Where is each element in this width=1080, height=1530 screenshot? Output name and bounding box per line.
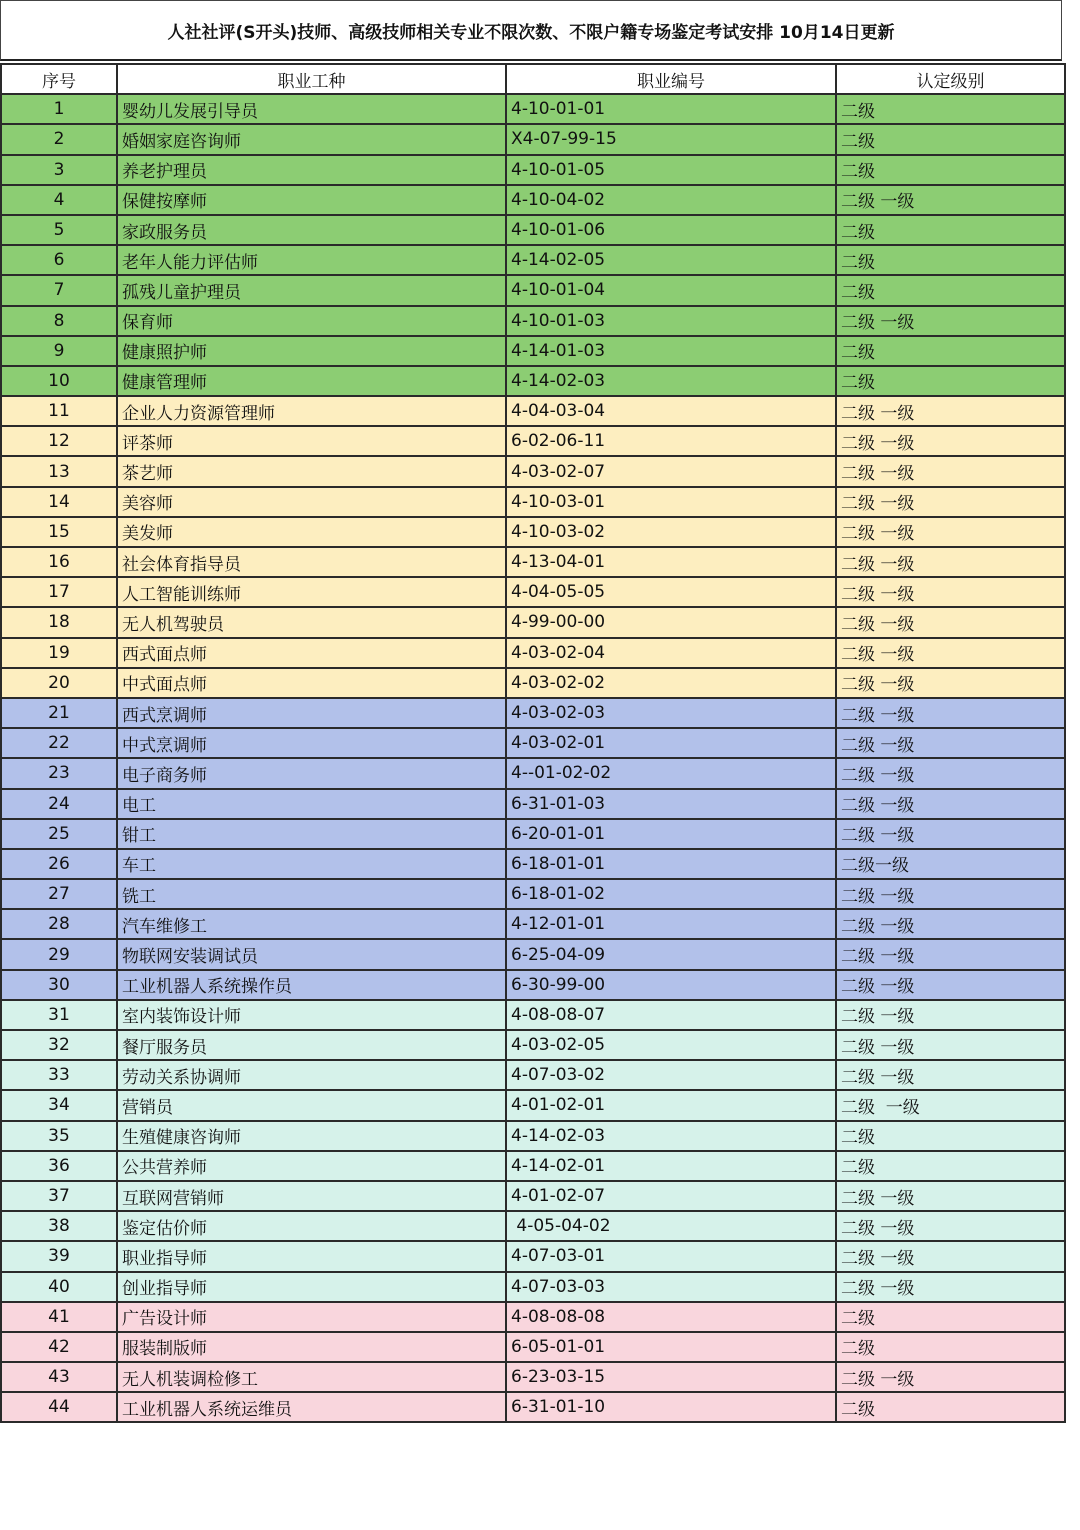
cell-serial-no[interactable]: 19 [1, 638, 117, 668]
table-row [1, 487, 1065, 517]
table-row [1, 336, 1065, 366]
table-row [1, 1060, 1065, 1090]
cell-occupation[interactable]: 企业人力资源管理师 [117, 396, 506, 426]
cell-serial-no[interactable]: 15 [1, 517, 117, 547]
cell-occupation-code[interactable]: 4-10-01-01 [506, 94, 836, 124]
table-row [1, 1332, 1065, 1362]
cell-serial-no[interactable]: 21 [1, 698, 117, 728]
cell-serial-no[interactable]: 41 [1, 1302, 117, 1332]
cell-level[interactable]: 二级 [836, 1302, 1065, 1332]
cell-occupation-code[interactable]: 4-14-01-03 [506, 336, 836, 366]
cell-level[interactable]: 二级 一级 [836, 1211, 1065, 1241]
occupation-table [0, 63, 1066, 1423]
cell-serial-no[interactable]: 3 [1, 155, 117, 185]
cell-occupation-code[interactable]: 4-03-02-05 [506, 1030, 836, 1060]
cell-serial-no[interactable]: 39 [1, 1241, 117, 1271]
table-row [1, 215, 1065, 245]
header-level[interactable]: 认定级别 [836, 64, 1065, 94]
table-row [1, 1272, 1065, 1302]
cell-occupation[interactable]: 西式烹调师 [117, 698, 506, 728]
cell-level[interactable]: 二级 一级 [836, 728, 1065, 758]
cell-serial-no[interactable]: 22 [1, 728, 117, 758]
table-row [1, 1151, 1065, 1181]
table-row [1, 547, 1065, 577]
cell-serial-no[interactable]: 18 [1, 607, 117, 637]
cell-occupation[interactable]: 工业机器人系统操作员 [117, 970, 506, 1000]
cell-occupation-code[interactable]: 4-05-04-02 [506, 1211, 836, 1241]
cell-level[interactable]: 二级一级 [836, 849, 1065, 879]
table-row [1, 426, 1065, 456]
cell-occupation[interactable]: 健康管理师 [117, 366, 506, 396]
cell-serial-no[interactable]: 35 [1, 1121, 117, 1151]
table-row [1, 275, 1065, 305]
cell-occupation-code[interactable]: 4-03-02-02 [506, 668, 836, 698]
cell-level[interactable]: 二级 [836, 1121, 1065, 1151]
cell-level[interactable]: 二级 一级 [836, 909, 1065, 939]
cell-occupation-code[interactable]: 4-10-03-01 [506, 487, 836, 517]
table-row [1, 306, 1065, 336]
cell-level[interactable]: 二级 一级 [836, 517, 1065, 547]
cell-occupation-code[interactable]: 4-10-01-03 [506, 306, 836, 336]
cell-serial-no[interactable]: 4 [1, 185, 117, 215]
cell-level[interactable]: 二级 一级 [836, 638, 1065, 668]
table-row [1, 155, 1065, 185]
cell-serial-no[interactable]: 33 [1, 1060, 117, 1090]
cell-occupation-code[interactable]: 4-10-01-06 [506, 215, 836, 245]
cell-level[interactable]: 二级 一级 [836, 547, 1065, 577]
cell-occupation-code[interactable]: 4-08-08-08 [506, 1302, 836, 1332]
sheet-title: 人社社评(S开头)技师、高级技师相关专业不限次数、不限户籍专场鉴定考试安排 10月14日更新 [0, 0, 1062, 61]
cell-occupation[interactable]: 无人机装调检修工 [117, 1362, 506, 1392]
table-row [1, 1030, 1065, 1060]
cell-serial-no[interactable]: 27 [1, 879, 117, 909]
cell-level[interactable]: 二级 一级 [836, 1241, 1065, 1271]
table-row [1, 970, 1065, 1000]
cell-serial-no[interactable]: 5 [1, 215, 117, 245]
cell-occupation-code[interactable]: 4-03-02-03 [506, 698, 836, 728]
header-occupation[interactable]: 职业工种 [117, 64, 506, 94]
cell-occupation-code[interactable]: 4-04-03-04 [506, 396, 836, 426]
table-row [1, 638, 1065, 668]
cell-serial-no[interactable]: 28 [1, 909, 117, 939]
cell-serial-no[interactable]: 10 [1, 366, 117, 396]
cell-occupation[interactable]: 人工智能训练师 [117, 577, 506, 607]
cell-occupation[interactable]: 美容师 [117, 487, 506, 517]
cell-serial-no[interactable]: 29 [1, 939, 117, 969]
header-serial-no[interactable]: 序号 [1, 64, 117, 94]
cell-occupation-code[interactable]: 4-07-03-01 [506, 1241, 836, 1271]
cell-occupation[interactable]: 营销员 [117, 1090, 506, 1120]
cell-occupation-code[interactable]: 4-01-02-01 [506, 1090, 836, 1120]
cell-level[interactable]: 二级 [836, 1151, 1065, 1181]
cell-serial-no[interactable]: 7 [1, 275, 117, 305]
cell-occupation[interactable]: 创业指导师 [117, 1272, 506, 1302]
cell-occupation[interactable]: 广告设计师 [117, 1302, 506, 1332]
cell-level[interactable]: 二级 一级 [836, 1362, 1065, 1392]
cell-occupation-code[interactable]: 4-08-08-07 [506, 1000, 836, 1030]
table-row [1, 728, 1065, 758]
cell-occupation-code[interactable]: 6-18-01-01 [506, 849, 836, 879]
table-row [1, 879, 1065, 909]
cell-level[interactable]: 二级 [836, 275, 1065, 305]
table-row [1, 1392, 1065, 1422]
cell-occupation[interactable]: 家政服务员 [117, 215, 506, 245]
cell-occupation[interactable]: 生殖健康咨询师 [117, 1121, 506, 1151]
cell-occupation-code[interactable]: 4-10-04-02 [506, 185, 836, 215]
cell-occupation-code[interactable]: 6-31-01-03 [506, 789, 836, 819]
cell-level[interactable]: 二级 一级 [836, 185, 1065, 215]
cell-level[interactable]: 二级 [836, 336, 1065, 366]
table-row [1, 607, 1065, 637]
cell-occupation[interactable]: 婚姻家庭咨询师 [117, 124, 506, 154]
cell-serial-no[interactable]: 30 [1, 970, 117, 1000]
cell-occupation[interactable]: 工业机器人系统运维员 [117, 1392, 506, 1422]
cell-serial-no[interactable]: 1 [1, 94, 117, 124]
cell-level[interactable]: 二级 [836, 245, 1065, 275]
cell-occupation-code[interactable]: 6-23-03-15 [506, 1362, 836, 1392]
cell-occupation-code[interactable]: 4-01-02-07 [506, 1181, 836, 1211]
cell-level[interactable]: 二级 一级 [836, 396, 1065, 426]
cell-level[interactable]: 二级 一级 [836, 1000, 1065, 1030]
cell-occupation-code[interactable]: 4-14-02-03 [506, 366, 836, 396]
cell-occupation-code[interactable]: X4-07-99-15 [506, 124, 836, 154]
cell-occupation-code[interactable]: 6-31-01-10 [506, 1392, 836, 1422]
cell-occupation[interactable]: 茶艺师 [117, 456, 506, 486]
cell-occupation-code[interactable]: 4-04-05-05 [506, 577, 836, 607]
cell-level[interactable]: 二级 一级 [836, 456, 1065, 486]
cell-occupation-code[interactable]: 6-18-01-02 [506, 879, 836, 909]
cell-serial-no[interactable]: 32 [1, 1030, 117, 1060]
cell-occupation-code[interactable]: 6-20-01-01 [506, 819, 836, 849]
cell-occupation-code[interactable]: 4-14-02-05 [506, 245, 836, 275]
table-row [1, 1121, 1065, 1151]
cell-occupation-code[interactable]: 4-07-03-02 [506, 1060, 836, 1090]
table-row [1, 1181, 1065, 1211]
cell-level[interactable]: 二级 一级 [836, 607, 1065, 637]
table-row [1, 849, 1065, 879]
cell-level[interactable]: 二级 一级 [836, 819, 1065, 849]
table-body [1, 94, 1065, 1422]
table-row [1, 1241, 1065, 1271]
table-row [1, 577, 1065, 607]
cell-serial-no[interactable]: 6 [1, 245, 117, 275]
table-row [1, 668, 1065, 698]
cell-serial-no[interactable]: 17 [1, 577, 117, 607]
table-row [1, 366, 1065, 396]
cell-occupation[interactable]: 职业指导师 [117, 1241, 506, 1271]
table-row [1, 1000, 1065, 1030]
cell-serial-no[interactable]: 42 [1, 1332, 117, 1362]
cell-occupation[interactable]: 无人机驾驶员 [117, 607, 506, 637]
cell-occupation-code[interactable]: 4-13-04-01 [506, 547, 836, 577]
header-occupation-code[interactable]: 职业编号 [506, 64, 836, 94]
cell-serial-no[interactable]: 14 [1, 487, 117, 517]
table-row [1, 909, 1065, 939]
cell-serial-no[interactable]: 2 [1, 124, 117, 154]
table-row [1, 1302, 1065, 1332]
cell-serial-no[interactable]: 34 [1, 1090, 117, 1120]
table-row [1, 94, 1065, 124]
cell-occupation-code[interactable]: 4-14-02-03 [506, 1121, 836, 1151]
cell-occupation[interactable]: 物联网安装调试员 [117, 939, 506, 969]
cell-occupation-code[interactable]: 4-03-02-07 [506, 456, 836, 486]
table-row [1, 1362, 1065, 1392]
cell-serial-no[interactable]: 12 [1, 426, 117, 456]
cell-occupation-code[interactable]: 4-99-00-00 [506, 607, 836, 637]
table-header-row [1, 64, 1065, 94]
cell-occupation-code[interactable]: 4--01-02-02 [506, 758, 836, 788]
cell-serial-no[interactable]: 24 [1, 789, 117, 819]
cell-level[interactable]: 二级 [836, 124, 1065, 154]
table-row [1, 245, 1065, 275]
cell-occupation-code[interactable]: 4-03-02-01 [506, 728, 836, 758]
table-row [1, 1090, 1065, 1120]
cell-level[interactable]: 二级 一级 [836, 789, 1065, 819]
table-row [1, 1211, 1065, 1241]
cell-occupation-code[interactable]: 4-14-02-01 [506, 1151, 836, 1181]
cell-occupation[interactable]: 互联网营销师 [117, 1181, 506, 1211]
cell-level[interactable]: 二级 一级 [836, 879, 1065, 909]
cell-occupation-code[interactable]: 4-12-01-01 [506, 909, 836, 939]
cell-level[interactable]: 二级 一级 [836, 698, 1065, 728]
cell-serial-no[interactable]: 16 [1, 547, 117, 577]
cell-occupation[interactable]: 餐厅服务员 [117, 1030, 506, 1060]
cell-occupation[interactable]: 钳工 [117, 819, 506, 849]
cell-occupation-code[interactable]: 4-07-03-03 [506, 1272, 836, 1302]
cell-serial-no[interactable]: 20 [1, 668, 117, 698]
cell-occupation[interactable]: 中式面点师 [117, 668, 506, 698]
cell-occupation[interactable]: 西式面点师 [117, 638, 506, 668]
cell-serial-no[interactable]: 36 [1, 1151, 117, 1181]
cell-serial-no[interactable]: 40 [1, 1272, 117, 1302]
cell-occupation[interactable]: 室内装饰设计师 [117, 1000, 506, 1030]
cell-occupation[interactable]: 评茶师 [117, 426, 506, 456]
cell-occupation-code[interactable]: 4-03-02-04 [506, 638, 836, 668]
cell-serial-no[interactable]: 37 [1, 1181, 117, 1211]
cell-serial-no[interactable]: 23 [1, 758, 117, 788]
table-row [1, 185, 1065, 215]
table-row [1, 396, 1065, 426]
cell-level[interactable]: 二级 一级 [836, 1090, 1065, 1120]
cell-level[interactable]: 二级 一级 [836, 487, 1065, 517]
cell-level[interactable]: 二级 一级 [836, 306, 1065, 336]
cell-occupation[interactable]: 电子商务师 [117, 758, 506, 788]
cell-occupation[interactable]: 老年人能力评估师 [117, 245, 506, 275]
cell-level[interactable]: 二级 [836, 94, 1065, 124]
cell-level[interactable]: 二级 一级 [836, 939, 1065, 969]
cell-level[interactable]: 二级 一级 [836, 426, 1065, 456]
table-row [1, 789, 1065, 819]
cell-occupation[interactable]: 汽车维修工 [117, 909, 506, 939]
table-row [1, 819, 1065, 849]
cell-occupation-code[interactable]: 6-05-01-01 [506, 1332, 836, 1362]
cell-level[interactable]: 二级 一级 [836, 1030, 1065, 1060]
cell-occupation[interactable]: 车工 [117, 849, 506, 879]
table-row [1, 698, 1065, 728]
cell-serial-no[interactable]: 31 [1, 1000, 117, 1030]
cell-occupation[interactable]: 孤残儿童护理员 [117, 275, 506, 305]
cell-serial-no[interactable]: 25 [1, 819, 117, 849]
cell-level[interactable]: 二级 [836, 366, 1065, 396]
table-row [1, 124, 1065, 154]
cell-occupation[interactable]: 劳动关系协调师 [117, 1060, 506, 1090]
cell-level[interactable]: 二级 一级 [836, 1060, 1065, 1090]
cell-occupation-code[interactable]: 4-10-01-04 [506, 275, 836, 305]
cell-occupation[interactable]: 鉴定估价师 [117, 1211, 506, 1241]
cell-level[interactable]: 二级 [836, 155, 1065, 185]
cell-occupation-code[interactable]: 6-30-99-00 [506, 970, 836, 1000]
table-row [1, 939, 1065, 969]
table-row [1, 517, 1065, 547]
cell-occupation-code[interactable]: 6-25-04-09 [506, 939, 836, 969]
cell-occupation[interactable]: 服装制版师 [117, 1332, 506, 1362]
cell-occupation[interactable]: 美发师 [117, 517, 506, 547]
cell-serial-no[interactable]: 44 [1, 1392, 117, 1422]
cell-serial-no[interactable]: 43 [1, 1362, 117, 1392]
cell-occupation[interactable]: 保健按摩师 [117, 185, 506, 215]
cell-level[interactable]: 二级 [836, 1392, 1065, 1422]
cell-level[interactable]: 二级 [836, 1332, 1065, 1362]
cell-occupation[interactable]: 铣工 [117, 879, 506, 909]
cell-occupation[interactable]: 公共营养师 [117, 1151, 506, 1181]
cell-occupation-code[interactable]: 4-10-03-02 [506, 517, 836, 547]
cell-level[interactable]: 二级 一级 [836, 577, 1065, 607]
cell-serial-no[interactable]: 9 [1, 336, 117, 366]
cell-occupation[interactable]: 保育师 [117, 306, 506, 336]
cell-level[interactable]: 二级 一级 [836, 758, 1065, 788]
cell-occupation[interactable]: 婴幼儿发展引导员 [117, 94, 506, 124]
cell-occupation[interactable]: 中式烹调师 [117, 728, 506, 758]
cell-occupation[interactable]: 养老护理员 [117, 155, 506, 185]
cell-level[interactable]: 二级 [836, 215, 1065, 245]
cell-serial-no[interactable]: 26 [1, 849, 117, 879]
cell-level[interactable]: 二级 一级 [836, 970, 1065, 1000]
cell-serial-no[interactable]: 8 [1, 306, 117, 336]
table-row [1, 456, 1065, 486]
cell-level[interactable]: 二级 一级 [836, 668, 1065, 698]
cell-level[interactable]: 二级 一级 [836, 1181, 1065, 1211]
cell-level[interactable]: 二级 一级 [836, 1272, 1065, 1302]
cell-occupation[interactable]: 社会体育指导员 [117, 547, 506, 577]
cell-serial-no[interactable]: 13 [1, 456, 117, 486]
cell-occupation-code[interactable]: 6-02-06-11 [506, 426, 836, 456]
cell-occupation[interactable]: 电工 [117, 789, 506, 819]
cell-serial-no[interactable]: 38 [1, 1211, 117, 1241]
table-row [1, 758, 1065, 788]
cell-serial-no[interactable]: 11 [1, 396, 117, 426]
cell-occupation-code[interactable]: 4-10-01-05 [506, 155, 836, 185]
cell-occupation[interactable]: 健康照护师 [117, 336, 506, 366]
